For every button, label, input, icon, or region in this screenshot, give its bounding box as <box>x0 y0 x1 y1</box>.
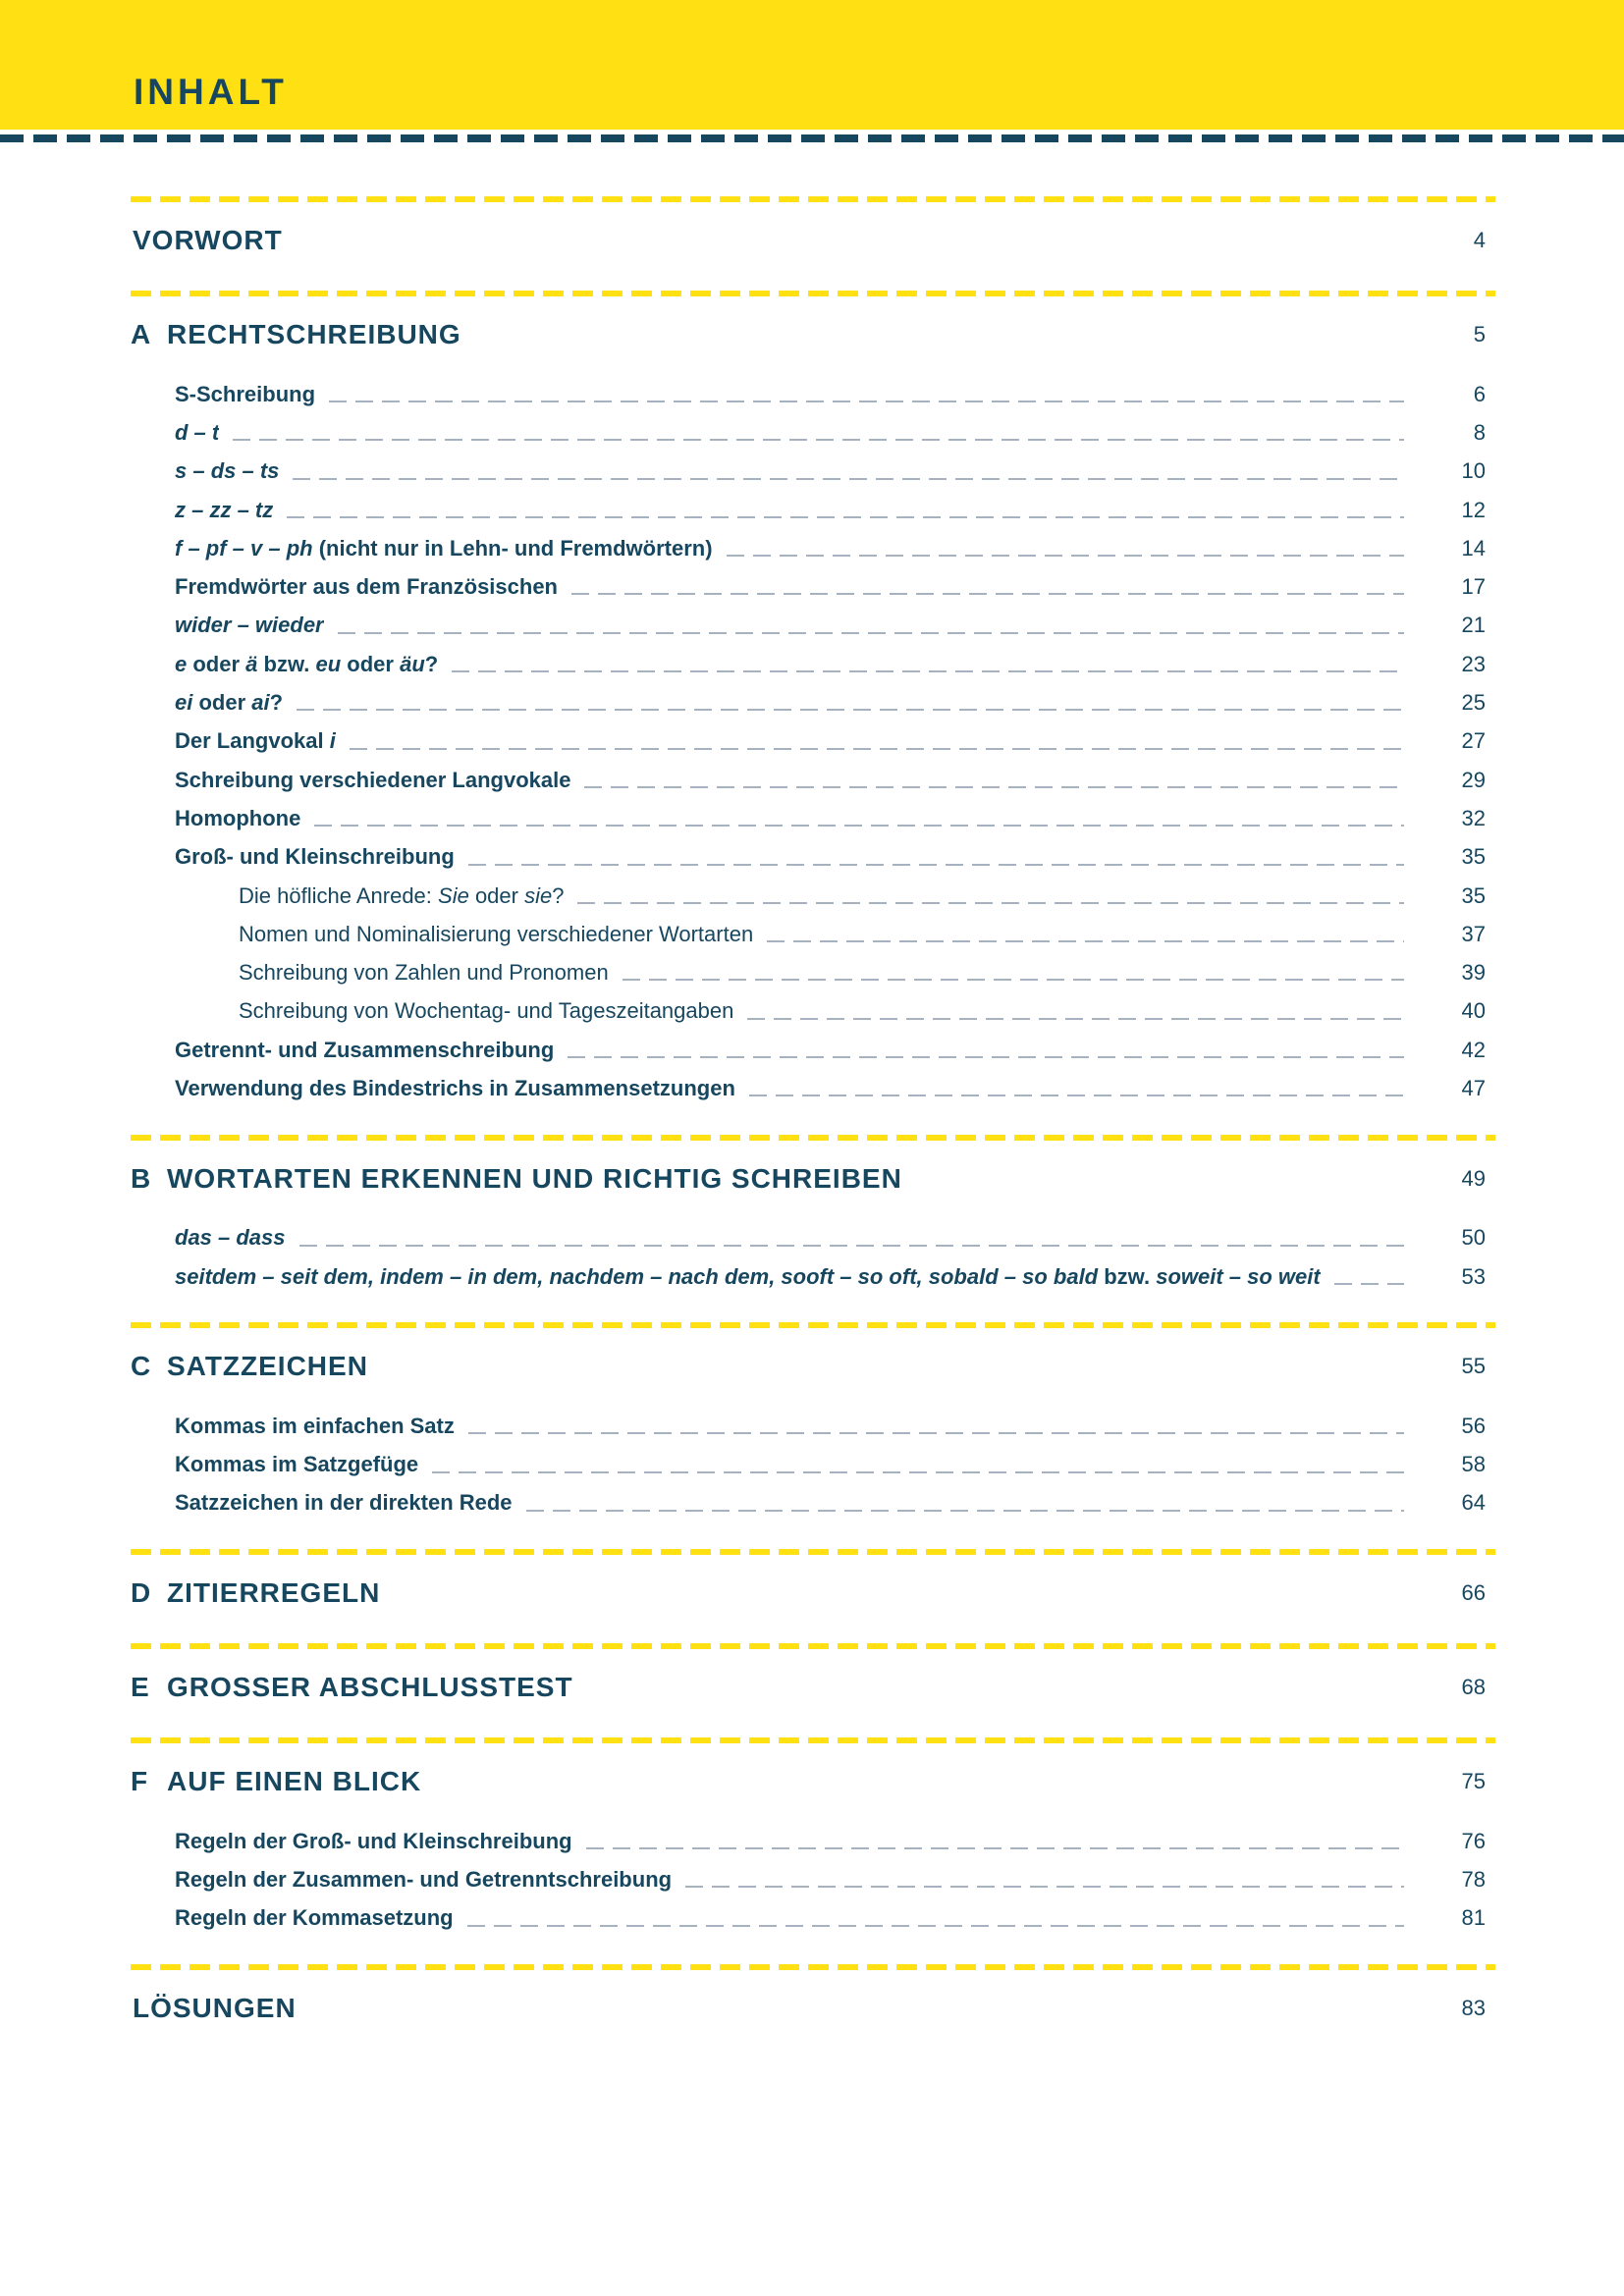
page-number: 25 <box>1461 690 1486 716</box>
entry-label: Homophone <box>175 805 301 830</box>
dotted-leader <box>350 748 1404 750</box>
page-number: 35 <box>1461 844 1486 870</box>
section-letter: F <box>131 1766 149 1797</box>
entry-label: ZITIERREGELN <box>167 1577 381 1609</box>
dotted-leader <box>685 1886 1404 1888</box>
toc-entry-row <box>131 607 1495 645</box>
dotted-leader <box>293 478 1404 480</box>
page-number: 49 <box>1461 1165 1486 1191</box>
dotted-leader <box>584 786 1404 788</box>
entry-label: VORWORT <box>133 225 283 255</box>
dotted-leader <box>571 593 1404 595</box>
section-letter: A <box>131 319 152 349</box>
page-number: 8 <box>1473 419 1486 445</box>
toc-entry-row <box>131 1407 1495 1445</box>
dotted-leader <box>233 439 1404 441</box>
page-title: INHALT <box>134 72 288 112</box>
page-number: 58 <box>1461 1452 1486 1477</box>
section-separator <box>131 1643 1495 1649</box>
section-separator <box>131 291 1495 296</box>
entry-label: Regeln der Zusammen- und Getrenntschreibung <box>175 1867 673 1893</box>
toc-entry-row <box>131 413 1495 452</box>
section-letter: D <box>131 1577 152 1609</box>
toc-entry-row <box>131 683 1495 721</box>
toc-section-row <box>131 1668 1495 1707</box>
dotted-leader <box>623 979 1404 981</box>
toc-entry-row <box>131 567 1495 606</box>
entry-label: s – ds – ts <box>175 458 280 484</box>
header-dashed-rule <box>0 134 1624 142</box>
entry-label: WORTARTEN ERKENNEN UND RICHTIG SCHREIBEN <box>167 1162 902 1194</box>
toc-section-row <box>131 1159 1495 1199</box>
table-of-contents <box>131 196 1495 2028</box>
dotted-leader <box>747 1018 1404 1020</box>
toc-section-row <box>131 1574 1495 1613</box>
dotted-leader <box>577 902 1404 904</box>
toc-entry-row <box>131 915 1495 953</box>
dotted-leader <box>468 864 1404 866</box>
entry-label: SATZZEICHEN <box>167 1351 368 1382</box>
toc-entry-row <box>131 992 1495 1031</box>
page-number: 55 <box>1461 1354 1486 1379</box>
entry-label: Groß- und Kleinschreibung <box>175 844 455 870</box>
page-number: 12 <box>1461 497 1486 522</box>
page-number: 42 <box>1461 1037 1486 1062</box>
entry-label: Der Langvokal i <box>175 728 336 754</box>
page-header <box>0 0 1624 130</box>
entry-label: das – dass <box>175 1225 286 1251</box>
entry-label: Schreibung von Zahlen und Pronomen <box>239 960 609 986</box>
entry-label: z – zz – tz <box>175 497 274 522</box>
entry-label: e oder ä bzw. eu oder äu? <box>175 651 439 676</box>
dotted-leader <box>586 1847 1404 1849</box>
dotted-leader <box>314 825 1404 827</box>
entry-label: Regeln der Kommasetzung <box>175 1905 454 1931</box>
dotted-leader <box>749 1095 1404 1096</box>
section-separator <box>131 1549 1495 1555</box>
dotted-leader <box>468 1432 1404 1434</box>
toc-entry-row <box>131 761 1495 799</box>
dotted-leader <box>767 940 1404 942</box>
entry-label: Die höfliche Anrede: Sie oder sie? <box>239 882 565 908</box>
toc-entry-row <box>131 1822 1495 1860</box>
toc-section-row <box>131 1989 1495 2028</box>
toc-entry-row <box>131 1484 1495 1522</box>
page-number: 5 <box>1473 322 1486 347</box>
entry-label: Schreibung von Wochentag- und Tageszeitangaben <box>239 998 734 1024</box>
page-number: 40 <box>1461 998 1486 1024</box>
toc-entry-row <box>131 453 1495 491</box>
page-number: 56 <box>1461 1413 1486 1438</box>
entry-label: AUF EINEN BLICK <box>167 1766 422 1797</box>
toc-entry-row <box>131 838 1495 877</box>
page-number: 75 <box>1461 1769 1486 1794</box>
toc-entry-row <box>131 1069 1495 1107</box>
entry-label: S-Schreibung <box>175 381 316 406</box>
page-number: 14 <box>1461 535 1486 561</box>
page-number: 37 <box>1461 921 1486 946</box>
entry-label: wider – wieder <box>175 613 324 638</box>
page-number: 39 <box>1461 960 1486 986</box>
toc-entry-row <box>131 375 1495 413</box>
page-number: 66 <box>1461 1580 1486 1606</box>
entry-label: Getrennt- und Zusammenschreibung <box>175 1037 555 1062</box>
dotted-leader <box>568 1056 1404 1058</box>
toc-section-row <box>131 315 1495 354</box>
page-number: 27 <box>1461 728 1486 754</box>
dotted-leader <box>432 1471 1404 1473</box>
page-number: 29 <box>1461 767 1486 792</box>
entry-label: Regeln der Groß- und Kleinschreibung <box>175 1828 572 1853</box>
dotted-leader <box>297 709 1404 711</box>
entry-label: Nomen und Nominalisierung verschiedener Wortarten <box>239 921 754 946</box>
entry-label: Satzzeichen in der direkten Rede <box>175 1490 513 1516</box>
toc-section-row <box>131 1347 1495 1386</box>
toc-entry-row <box>131 1899 1495 1938</box>
dotted-leader <box>727 555 1404 557</box>
entry-label: seitdem – seit dem, indem – in dem, nachdem – nach dem, sooft – so oft, sobald – so bald bzw. soweit – so weit <box>175 1263 1321 1289</box>
dotted-leader <box>299 1245 1404 1247</box>
dotted-leader <box>338 632 1404 634</box>
page-number: 21 <box>1461 613 1486 638</box>
page-number: 76 <box>1461 1828 1486 1853</box>
entry-label: Verwendung des Bindestrichs in Zusammensetzungen <box>175 1075 735 1100</box>
toc-entry-row <box>131 1031 1495 1069</box>
page-number: 23 <box>1461 651 1486 676</box>
entry-label: Fremdwörter aus dem Französischen <box>175 574 558 600</box>
page-number: 32 <box>1461 805 1486 830</box>
entry-label: Kommas im Satzgefüge <box>175 1452 419 1477</box>
dotted-leader <box>287 516 1404 518</box>
page-number: 35 <box>1461 882 1486 908</box>
toc-entry-row <box>131 1257 1495 1296</box>
page-number: 81 <box>1461 1905 1486 1931</box>
page-number: 64 <box>1461 1490 1486 1516</box>
entry-label: GROSSER ABSCHLUSSTEST <box>167 1672 573 1703</box>
dotted-leader <box>467 1925 1404 1927</box>
dotted-leader <box>329 400 1404 402</box>
page-number: 47 <box>1461 1075 1486 1100</box>
page-number: 6 <box>1473 381 1486 406</box>
toc-entry-row <box>131 529 1495 567</box>
toc-entry-row <box>131 799 1495 837</box>
entry-label: LÖSUNGEN <box>133 1993 297 2024</box>
entry-label: Kommas im einfachen Satz <box>175 1413 455 1438</box>
entry-label: ei oder ai? <box>175 690 284 716</box>
toc-section-row <box>131 1762 1495 1801</box>
page-number: 78 <box>1461 1867 1486 1893</box>
toc-entry-row <box>131 953 1495 991</box>
page-number: 83 <box>1461 1996 1486 2021</box>
page-number: 53 <box>1461 1263 1486 1289</box>
page-number: 50 <box>1461 1225 1486 1251</box>
page-number: 10 <box>1461 458 1486 484</box>
section-letter: C <box>131 1351 152 1382</box>
entry-label: d – t <box>175 419 220 445</box>
dotted-leader <box>452 670 1404 672</box>
toc-entry-row <box>131 1446 1495 1484</box>
page-number: 17 <box>1461 574 1486 600</box>
toc-entry-row <box>131 1860 1495 1898</box>
page-number: 68 <box>1461 1675 1486 1700</box>
section-letter: B <box>131 1162 152 1194</box>
entry-label: RECHTSCHREIBUNG <box>167 319 461 349</box>
entry-label: Schreibung verschiedener Langvokale <box>175 767 571 792</box>
toc-entry-row <box>131 491 1495 529</box>
section-separator <box>131 1964 1495 1970</box>
page-number: 4 <box>1473 228 1486 252</box>
section-separator <box>131 196 1495 202</box>
toc-section-row <box>131 221 1495 260</box>
dotted-leader <box>1334 1283 1404 1285</box>
section-separator <box>131 1135 1495 1141</box>
toc-entry-row <box>131 1219 1495 1257</box>
section-separator <box>131 1737 1495 1743</box>
toc-entry-row <box>131 877 1495 915</box>
section-separator <box>131 1322 1495 1328</box>
dotted-leader <box>526 1510 1404 1512</box>
section-letter: E <box>131 1672 150 1703</box>
toc-entry-row <box>131 645 1495 683</box>
entry-label: f – pf – v – ph (nicht nur in Lehn- und Fremdwörtern) <box>175 535 713 561</box>
toc-entry-row <box>131 722 1495 761</box>
